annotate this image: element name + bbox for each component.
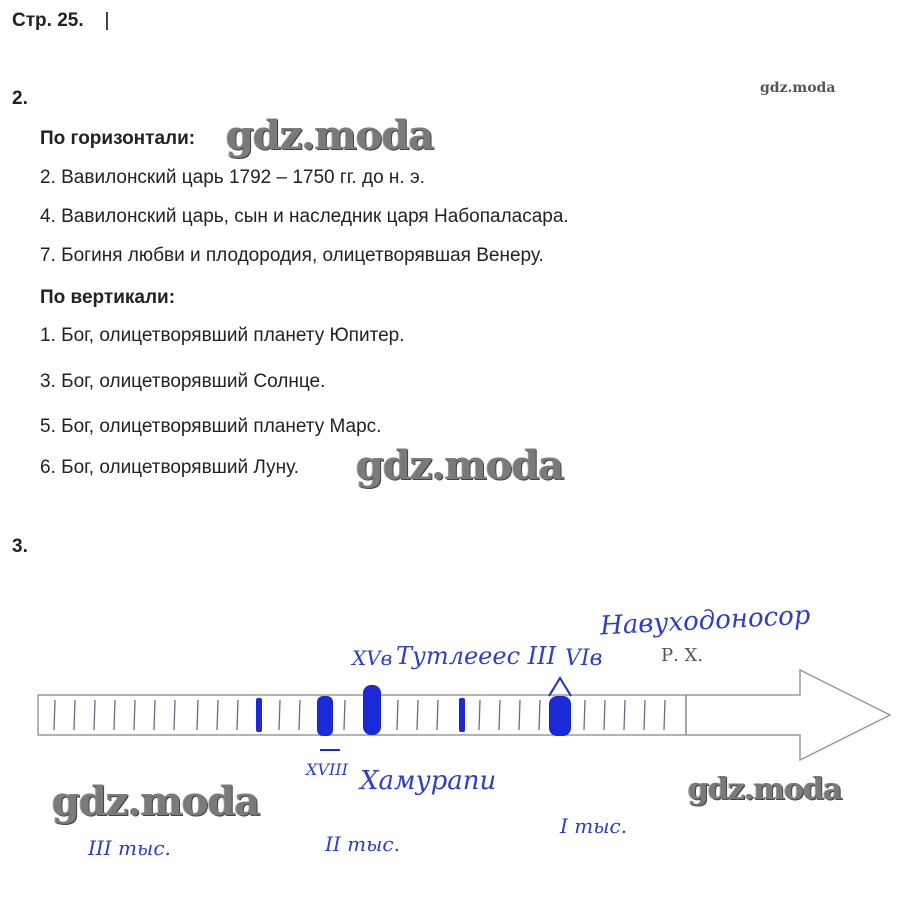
horizontal-item-2: 2. Вавилонский царь 1792 – 1750 гг. до н. э. bbox=[40, 167, 425, 188]
vertical-item-1: 1. Бог, олицетворявший планету Юпитер. bbox=[40, 325, 405, 346]
watermark-1: gdz.moda bbox=[226, 112, 434, 159]
horizontal-heading: По горизонтали: bbox=[40, 128, 196, 149]
hand-millennium-1: I тыс. bbox=[560, 814, 628, 838]
hand-hammurabi: Хамурапи bbox=[360, 766, 497, 796]
hand-nebuchadnezzar: Навуходоносор bbox=[599, 600, 812, 642]
page-title: Стр. 25. bbox=[12, 10, 84, 31]
watermark-4: gdz.moda bbox=[688, 772, 842, 807]
hand-century-b: VIв bbox=[565, 646, 603, 671]
vertical-item-6: 6. Бог, олицетворявший Луну. bbox=[40, 457, 299, 478]
hand-century-c: XVIII bbox=[306, 760, 348, 779]
watermark-3: gdz.moda bbox=[52, 778, 260, 825]
vertical-item-3: 3. Бог, олицетворявший Солнце. bbox=[40, 371, 326, 392]
watermark-2: gdz.moda bbox=[356, 442, 564, 489]
text-cursor bbox=[106, 12, 108, 30]
watermark-small: gdz.moda bbox=[760, 80, 836, 96]
vertical-item-5: 5. Бог, олицетворявший планету Марс. bbox=[40, 416, 382, 437]
horizontal-item-4: 4. Вавилонский царь, сын и наследник царя Набопаласара. bbox=[40, 206, 569, 227]
hand-hattusili: Тутлееес III bbox=[396, 642, 557, 670]
timeline-label-rx: Р. Х. bbox=[661, 645, 704, 666]
horizontal-item-7: 7. Богиня любви и плодородия, олицетворявшая Венеру. bbox=[40, 245, 544, 266]
task2-number: 2. bbox=[12, 88, 28, 109]
hand-century-a: XVв bbox=[352, 646, 393, 670]
hand-millennium-3: III тыс. bbox=[88, 836, 171, 860]
vertical-heading: По вертикали: bbox=[40, 287, 176, 308]
hand-millennium-2: II тыс. bbox=[325, 832, 400, 856]
task3-number: 3. bbox=[12, 536, 28, 557]
